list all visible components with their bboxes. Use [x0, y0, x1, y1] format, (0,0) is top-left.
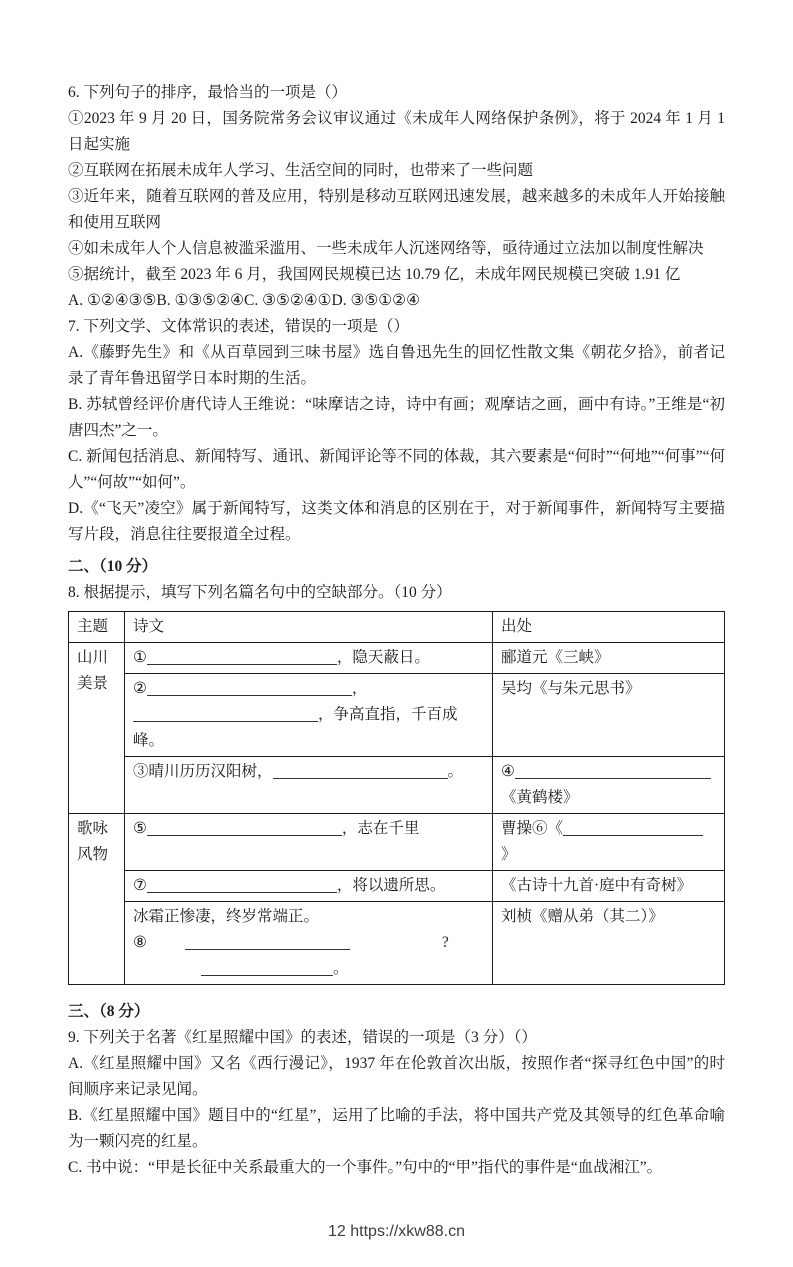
spacer: [133, 972, 201, 973]
cell-text: ，隐天蔽日。: [336, 649, 430, 666]
question-6-options: A. ①②④③⑤B. ①③⑤②④C. ③⑤②④①D. ③⑤①②④: [68, 292, 420, 309]
fill-in-blank: [147, 680, 352, 696]
cell-line: [133, 956, 484, 982]
cell-text: 《古诗十九首·庭中有奇树》: [501, 877, 693, 894]
cell-text: ，志在千里: [341, 820, 420, 837]
cell-line: [501, 645, 716, 671]
question-7-option-b: B. 苏轼曾经评价唐代诗人王维说：“味摩诘之诗，诗中有画；观摩诘之画，画中有诗。”王维是“初唐四杰”之一。: [68, 396, 725, 439]
question-6-sentence-1: ①2023 年 9 月 20 日，国务院常务会议审议通过《未成年人网络保护条例》，将于 2024 年 1 月 1 日起实施: [68, 110, 725, 153]
cell-text: ③晴川历历汉阳树，: [133, 763, 273, 780]
fill-in-blank: [515, 763, 711, 779]
fill-in-blank: [185, 934, 350, 950]
question-7-option-d: D.《“飞天”凌空》属于新闻特写，这类文体和消息的区别在于，对于新闻事件，新闻特写主要描写片段，消息往往要报道全过程。: [68, 500, 725, 543]
q8-table-row: [69, 902, 725, 985]
section-3-heading: 三、（8 分）: [68, 1003, 150, 1020]
q8-poem-cell: [125, 871, 493, 902]
cell-text: 曹操⑥《: [501, 820, 564, 837]
question-9-option-c: C. 书中说：“甲是长征中关系最重大的一个事件。”句中的“甲”指代的事件是“血战湘江”。: [68, 1159, 663, 1176]
cell-line: [501, 873, 716, 899]
cell-text: ⑧: [133, 934, 147, 951]
q8-poem-cell: [125, 643, 493, 674]
q8-poem-cell: [125, 674, 493, 757]
cell-text: ②: [133, 680, 147, 697]
cell-text: 吴均《与朱元思书》: [501, 680, 641, 697]
question-7: [68, 314, 725, 548]
question-6-stem: 6. 下列句子的排序，最恰当的一项是（）: [68, 84, 348, 101]
q8-poem-cell: [125, 814, 493, 871]
cell-text: 《黄鹤楼》: [501, 789, 579, 806]
cell-text: ，争高直指，千百成峰。: [133, 706, 458, 749]
question-6-sentence-5: ⑤据统计，截至 2023 年 6 月，我国网民规模已达 10.79 亿，未成年网民规模已突破 1.91 亿: [68, 266, 681, 283]
question-8: [68, 580, 725, 993]
question-8-stem: 8. 根据提示，填写下列名篇名句中的空缺部分。（10 分）: [68, 584, 452, 601]
question-9-option-a: A.《红星照耀中国》又名《西行漫记》，1937 年在伦敦首次出版，按照作者“探寻红色中国”的时间顺序来记录见闻。: [68, 1055, 725, 1098]
question-7-option-a: A.《藤野先生》和《从百草园到三味书屋》选自鲁迅先生的回忆性散文集《朝花夕拾》，前者记录了青年鲁迅留学日本时期的生活。: [68, 344, 725, 387]
cell-text: 》: [501, 846, 517, 863]
cell-line: [501, 676, 716, 702]
question-8-table: [68, 611, 725, 985]
q8-table-row: [69, 871, 725, 902]
cell-line: [133, 930, 484, 956]
cell-line: [133, 816, 484, 842]
fill-in-blank: [147, 649, 337, 665]
cell-line: [133, 904, 484, 930]
question-6-sentence-2: ②互联网在拓展未成年人学习、生活空间的同时，也带来了一些问题: [68, 162, 534, 179]
question-7-stem: 7. 下列文学、文体常识的表述，错误的一项是（）: [68, 318, 410, 335]
q8-source-cell: [493, 871, 725, 902]
section-2-heading: 二、（10 分）: [68, 558, 158, 575]
cell-text: ①: [133, 649, 147, 666]
cell-line: [133, 676, 484, 702]
q8-poem-cell: [125, 902, 493, 985]
footer-url[interactable]: https://xkw88.cn: [350, 1223, 465, 1240]
q8-poem-cell: [125, 757, 493, 814]
page-footer: [68, 1221, 725, 1243]
cell-text: 。: [447, 763, 464, 780]
q8-source-cell: [493, 814, 725, 871]
question-7-option-c: C. 新闻包括消息、新闻特写、通讯、新闻评论等不同的体裁，其六要素是“何时”“何地”“何事”“何人”“何故”“如何”。: [68, 448, 725, 491]
question-9-stem: 9. 下列关于名著《红星照耀中国》的表述，错误的一项是（3 分）（）: [68, 1029, 537, 1046]
question-9-option-b: B.《红星照耀中国》题目中的“红星”，运用了比喻的手法，将中国共产党及其领导的红色革命喻为一颗闪亮的红星。: [68, 1107, 725, 1150]
cell-line: [133, 645, 484, 671]
page-number: 12: [328, 1223, 346, 1240]
cell-text: ⑦: [133, 877, 147, 894]
cell-text: ④: [501, 763, 515, 780]
cell-text: ?: [441, 934, 449, 951]
fill-in-blank: [133, 706, 318, 722]
question-6: [68, 80, 725, 314]
cell-line: [501, 904, 716, 930]
cell-line: [501, 759, 716, 785]
question-6-sentence-3: ③近年来，随着互联网的普及应用，特别是移动互联网迅速发展，越来越多的未成年人开始接触和使用互联网: [68, 188, 725, 231]
q8-source-cell: [493, 902, 725, 985]
q8-source-cell: [493, 643, 725, 674]
question-9: [68, 1025, 725, 1181]
cell-line: [501, 816, 716, 868]
cell-text: 。: [333, 960, 349, 977]
q8-table-header-0: 主题: [69, 612, 125, 643]
q8-table-row: [69, 814, 725, 871]
q8-table-row: [69, 757, 725, 814]
fill-in-blank: [563, 820, 703, 836]
cell-line: [501, 785, 716, 811]
cell-text: ⑤: [133, 820, 147, 837]
spacer: [147, 946, 185, 947]
q8-table-header-1: 诗文: [125, 612, 493, 643]
cell-text: 刘桢《赠从弟（其二）》: [501, 908, 664, 925]
fill-in-blank: [147, 877, 337, 893]
fill-in-blank: [147, 820, 342, 836]
q8-source-cell: [493, 674, 725, 757]
q8-table-header-2: 出处: [493, 612, 725, 643]
cell-text: ，: [351, 680, 368, 697]
fill-in-blank: [273, 763, 448, 779]
q8-source-cell: [493, 757, 725, 814]
q8-table-row: [69, 674, 725, 757]
question-6-sentence-4: ④如未成年人个人信息被滥采滥用、一些未成年人沉迷网络等，亟待通过立法加以制度性解决: [68, 240, 704, 257]
cell-text: ，将以遗所思。: [336, 877, 446, 894]
cell-text: 郦道元《三峡》: [501, 649, 610, 666]
cell-line: [133, 702, 484, 754]
q8-theme-cell: 山川美景: [69, 643, 125, 814]
q8-table-header-row: [69, 612, 725, 643]
cell-text: 冰霜正惨凄，终岁常端正。: [133, 908, 320, 925]
q8-theme-cell: 歌咏风物: [69, 814, 125, 985]
cell-line: [133, 873, 484, 899]
q8-table-row: [69, 643, 725, 674]
spacer: [350, 946, 442, 947]
fill-in-blank: [201, 960, 333, 976]
cell-line: [133, 759, 484, 785]
